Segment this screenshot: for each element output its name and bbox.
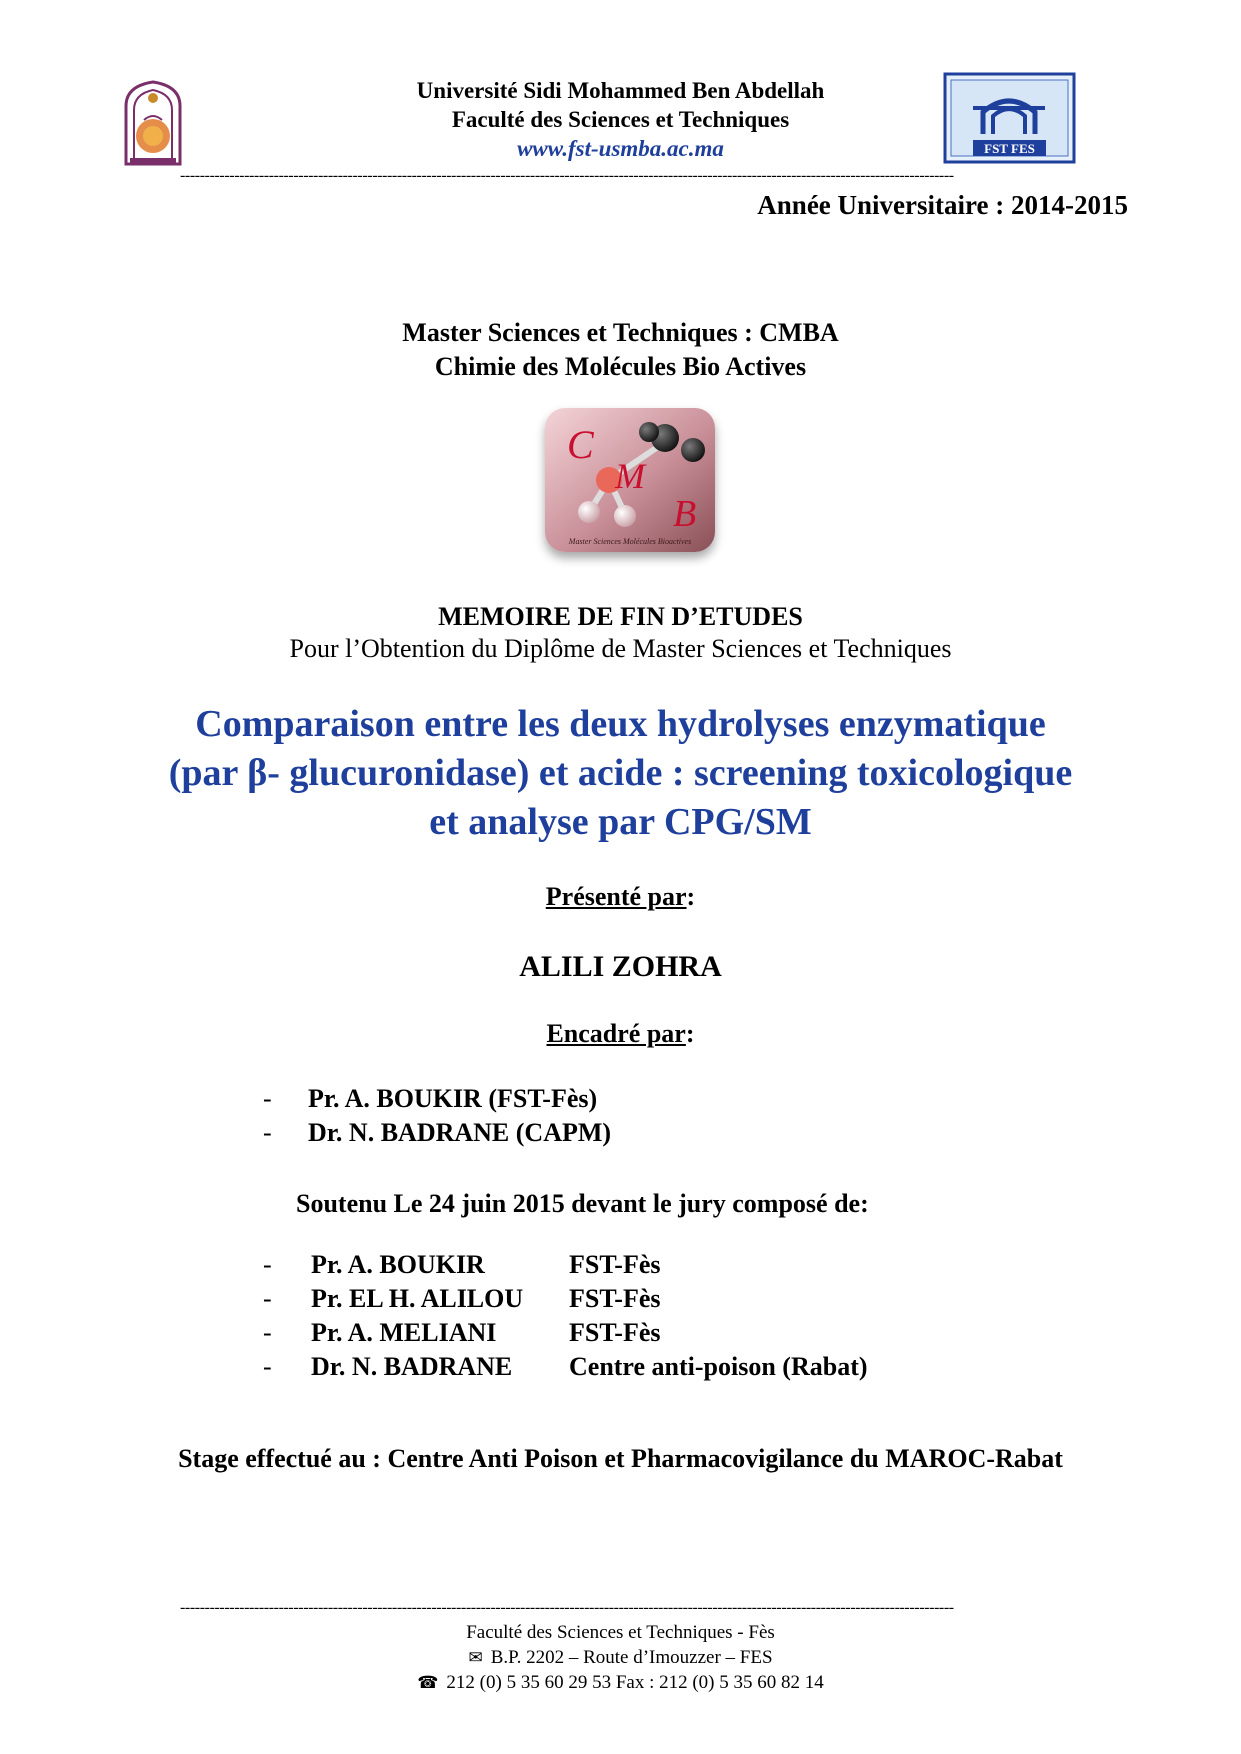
jury-name: Dr. N. BADRANE (311, 1352, 513, 1381)
master-program-subtitle: Chimie des Molécules Bio Actives (434, 352, 807, 381)
supervised-by-colon: : (685, 1019, 695, 1048)
thesis-title (100, 700, 1141, 847)
thesis-title-line: et analyse par CPG/SM (429, 801, 812, 843)
supervisor-item: - Dr. N. BADRANE (CAPM) (263, 1118, 612, 1147)
jury-name: Pr. EL H. ALILOU (311, 1284, 524, 1313)
jury-institution: Centre anti-poison (Rabat) (569, 1352, 868, 1381)
supervised-by-heading (300, 1019, 941, 1049)
fst-fes-logo-text: FST FES (984, 141, 1035, 156)
mailbox-icon: ✉ (468, 1648, 483, 1667)
jury-name: Pr. A. BOUKIR (311, 1250, 485, 1279)
university-logo (118, 76, 188, 168)
university-header (300, 76, 941, 163)
master-program-title: Master Sciences et Techniques : CMBA (402, 318, 839, 347)
footer-phone-row (300, 1670, 941, 1695)
cmb-caption: Master Sciences Molécules Bioactives (568, 537, 692, 546)
thesis-title-line: (par β- glucuronidase) et acide : screening toxicologique (168, 752, 1073, 794)
footer-address-row (300, 1645, 941, 1670)
cmb-letter-c: C (567, 422, 594, 467)
supervised-by-label: Encadré par (546, 1019, 686, 1048)
cmb-letter-b: B (673, 493, 697, 535)
defense-statement: Soutenu Le 24 juin 2015 devant le jury composé de: (296, 1189, 869, 1218)
footer (300, 1620, 941, 1695)
footer-address: B.P. 2202 – Route d’Imouzzer – FES (490, 1647, 773, 1668)
cmb-letter-m: M (615, 456, 645, 496)
presented-by-label: Présenté par (545, 882, 687, 911)
telephone-icon: ☎ (417, 1673, 439, 1692)
supervisor-name: Pr. A. BOUKIR (FST-Fès) (308, 1084, 598, 1113)
academic-year: Année Universitaire : 2014-2015 (757, 190, 1128, 220)
header-separator: ------------------------------------------------------------------------------------------------------------------------------------------------------------- (180, 168, 954, 184)
jury-name: Pr. A. MELIANI (311, 1318, 497, 1347)
university-name: Université Sidi Mohammed Ben Abdellah (416, 78, 825, 103)
internship-location: Stage effectué au : Centre Anti Poison et Pharmacovigilance du MAROC-Rabat (178, 1444, 1063, 1473)
author-name: ALILI ZOHRA (519, 950, 722, 983)
supervisor-item: - Pr. A. BOUKIR (FST-Fès) (263, 1084, 598, 1113)
faculty-name: Faculté des Sciences et Techniques (451, 107, 790, 132)
university-website[interactable]: www.fst-usmba.ac.ma (517, 136, 724, 161)
thesis-title-line: Comparaison entre les deux hydrolyses enzymatique (195, 703, 1046, 745)
master-program (300, 316, 941, 384)
supervisor-name: Dr. N. BADRANE (CAPM) (308, 1118, 612, 1147)
jury-institution: FST-Fès (569, 1284, 661, 1313)
footer-phone: 212 (0) 5 35 60 29 53 Fax : 212 (0) 5 35 60 82 14 (446, 1672, 824, 1693)
presented-by-heading (300, 882, 941, 912)
jury-institution: FST-Fès (569, 1318, 661, 1347)
presented-by-colon: : (686, 882, 696, 911)
jury-institution: FST-Fès (569, 1250, 661, 1279)
footer-faculty: Faculté des Sciences et Techniques - Fès (466, 1622, 775, 1643)
memoire-title: MEMOIRE DE FIN D’ETUDES (438, 602, 803, 631)
fst-fes-logo (943, 72, 1076, 164)
footer-separator: ------------------------------------------------------------------------------------------------------------------------------------------------------------- (180, 1600, 954, 1616)
cmba-logo (545, 408, 715, 552)
memoire-subtitle: Pour l’Obtention du Diplôme de Master Sciences et Techniques (289, 634, 952, 663)
